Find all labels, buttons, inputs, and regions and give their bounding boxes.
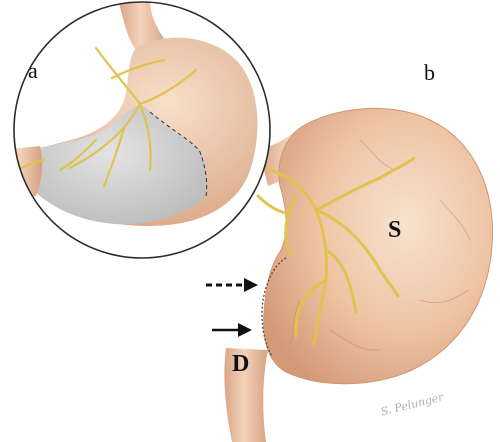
label-panel-a: a: [28, 58, 38, 83]
stomach-body: [264, 108, 493, 383]
panel-a-inset: [0, 0, 270, 258]
artist-signature: S. Pelunger: [379, 390, 445, 419]
dashed-arrow: [206, 278, 258, 292]
solid-arrow: [212, 323, 252, 337]
label-duodenum: D: [232, 351, 250, 377]
label-stomach: S: [388, 217, 402, 243]
label-panel-b: b: [424, 60, 435, 85]
